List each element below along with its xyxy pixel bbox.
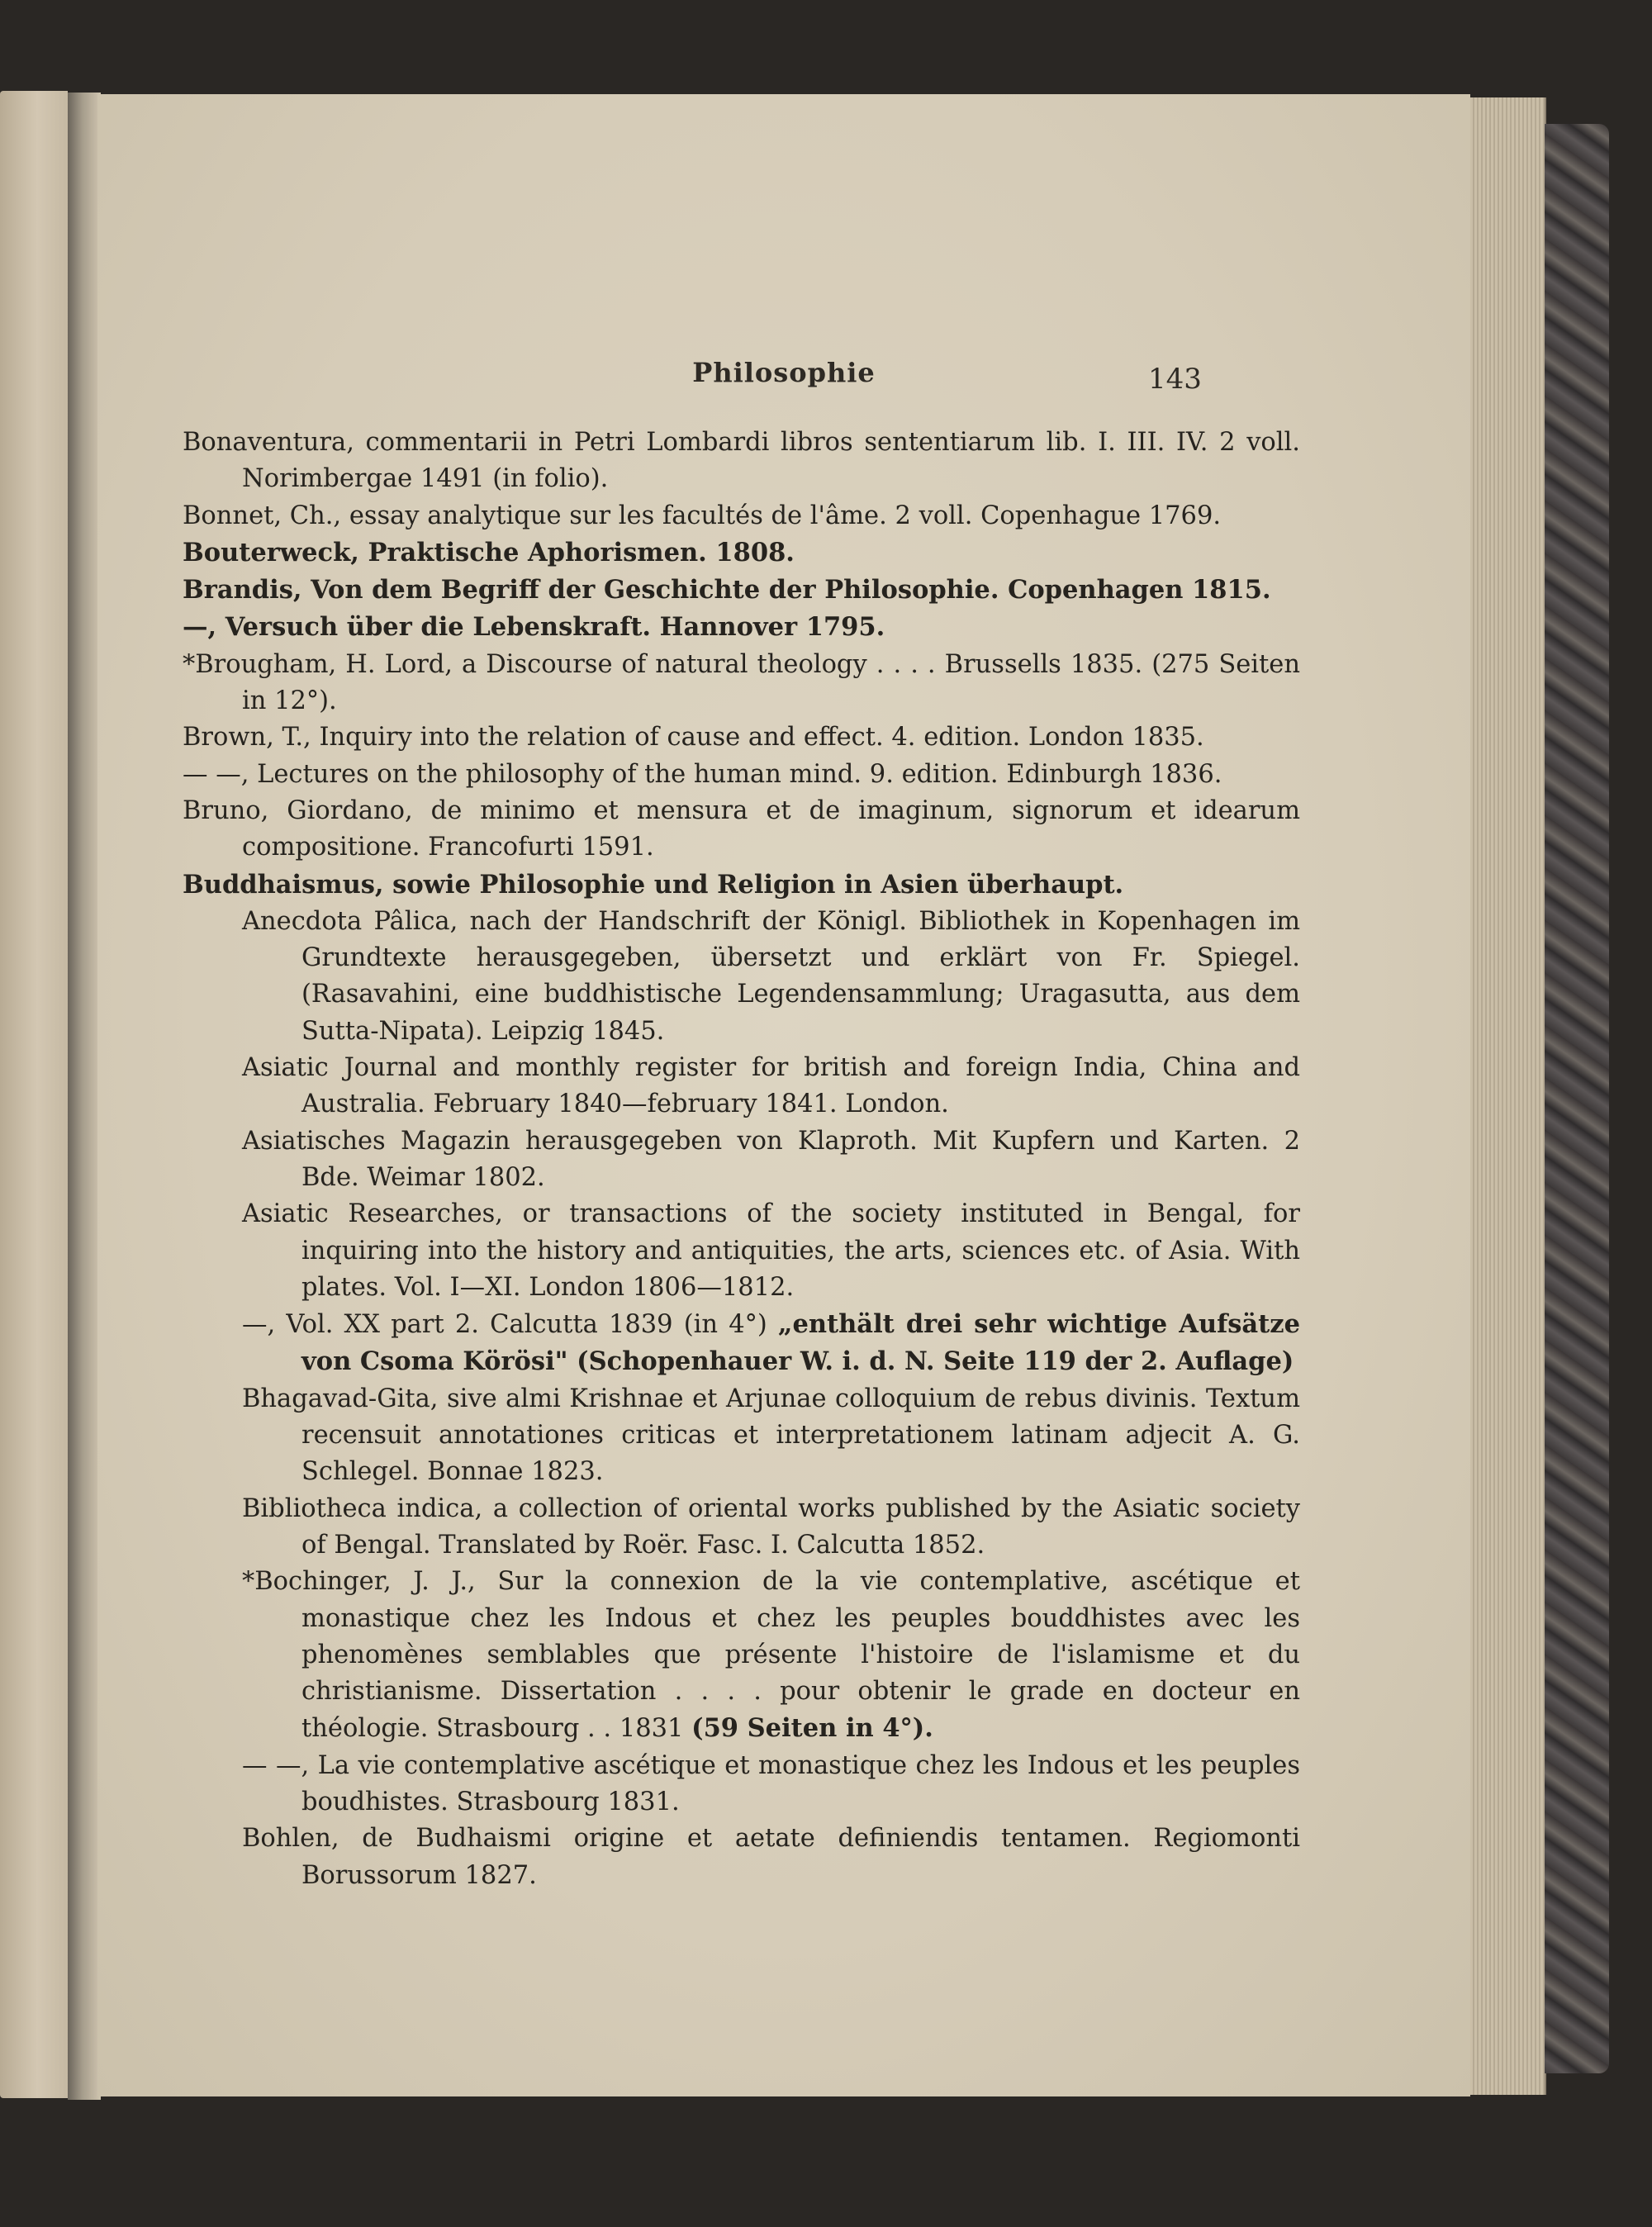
- entry-text: Brandis, Von dem Begriff der Geschichte der Philosophie. Copenhagen 1815.: [183, 575, 1271, 605]
- bibliography-entry: [242, 1050, 1300, 1123]
- entry-annotation: (59 Seiten in 4°).: [691, 1713, 933, 1744]
- entry-text: Bruno, Giordano, de minimo et mensura et de imaginum, signorum et idearum compositione. Francofurti 1591.: [183, 795, 1300, 862]
- entry-annotation: „enthält drei sehr wichtige Aufsätze von Csoma Körösi" (Schopenhauer W. i. d. N. Seite 119 der 2. Auflage): [301, 1309, 1300, 1377]
- entry-text: — —, La vie contemplative ascétique et monastique chez les Indous et les peuples boudhistes. Strasbourg 1831.: [242, 1750, 1300, 1816]
- entry-text: — —, Lectures on the philosophy of the human mind. 9. edition. Edinburgh 1836.: [183, 759, 1222, 789]
- entry-text: Bohlen, de Budhaismi origine et aetate definiendis tentamen. Regiomonti Borussorum 1827.: [242, 1824, 1300, 1890]
- bibliography-entry: [183, 572, 1300, 609]
- bibliography-list: [183, 425, 1300, 1894]
- entry-text: —, Vol. XX part 2. Calcutta 1839 (in 4°): [242, 1310, 778, 1340]
- bibliography-entry: [183, 425, 1300, 498]
- entry-text: *Bochinger, J. J., Sur la connexion de la vie contemplative, ascétique et monastique chez les Indous et chez les peuples bouddhistes avec les phenomènes semblables que présente l'histoire de l'islamisme et du christianisme. Dissertation . . . . pour obtenir le grade en docteur en théologie. Strasbourg . . 1831: [242, 1567, 1300, 1744]
- bibliography-entry: [183, 647, 1300, 720]
- section-heading: [183, 867, 1300, 904]
- bibliography-entry: [242, 1381, 1300, 1491]
- book-gutter: [68, 93, 101, 2100]
- book-page: [97, 94, 1470, 2096]
- bibliography-entry: [242, 1196, 1300, 1306]
- entry-text: Bibliotheca indica, a collection of oriental works published by the Asiatic society of Bengal. Translated by Roër. Fasc. I. Calcutta 1852.: [242, 1493, 1300, 1560]
- entry-text: *Brougham, H. Lord, a Discourse of natural theology . . . . Brussells 1835. (275 Seiten in 12°).: [183, 649, 1300, 716]
- entry-text: Bhagavad-Gita, sive almi Krishnae et Arjunae colloquium de rebus divinis. Textum recensuit annotationes criticas et interpretationem latinam adjecit A. G. Schlegel. Bonnae 1823.: [242, 1384, 1300, 1487]
- bibliography-entry: [183, 498, 1300, 534]
- entry-text: Bonaventura, commentarii in Petri Lombardi libros sententiarum lib. I. III. IV. 2 voll. Norimbergae 1491 (in folio).: [183, 428, 1300, 494]
- entry-text: Asiatic Researches, or transactions of the society instituted in Bengal, for inquiring into the history and antiquities, the arts, sciences etc. of Asia. With plates. Vol. I—XI. London 1806—1812.: [242, 1199, 1300, 1302]
- bibliography-entry: [183, 719, 1300, 756]
- entry-text: Buddhaismus, sowie Philosophie und Religion in Asien überhaupt.: [183, 869, 1124, 900]
- entry-text: Asiatisches Magazin herausgegeben von Klaproth. Mit Kupfern und Karten. 2 Bde. Weimar 1802.: [242, 1126, 1300, 1192]
- entry-text: Brown, T., Inquiry into the relation of cause and effect. 4. edition. London 1835.: [183, 723, 1204, 753]
- left-page-edge: [0, 91, 68, 2098]
- bibliography-entry: [183, 534, 1300, 572]
- bibliography-entry: [242, 1821, 1300, 1894]
- running-header: Philosophie: [692, 357, 876, 388]
- bibliography-entry: [242, 904, 1300, 1050]
- bibliography-entry: [242, 1306, 1300, 1381]
- bibliography-entry: [183, 757, 1300, 793]
- bibliography-entry: [242, 1123, 1300, 1197]
- marbled-cover-edge: [1545, 124, 1609, 2073]
- entry-text: —, Versuch über die Lebenskraft. Hannover 1795.: [183, 612, 885, 643]
- entry-text: Bouterweck, Praktische Aphorismen. 1808.: [183, 537, 795, 567]
- page-number: 143: [1148, 363, 1202, 396]
- page-edges: [1470, 97, 1546, 2095]
- entry-text: Asiatic Journal and monthly register for british and foreign India, China and Australia. February 1840—february 1841. London.: [242, 1053, 1300, 1119]
- entry-text: Bonnet, Ch., essay analytique sur les facultés de l'âme. 2 voll. Copenhague 1769.: [183, 501, 1222, 530]
- bibliography-entry: [242, 1748, 1300, 1821]
- entry-text: Anecdota Pâlica, nach der Handschrift der Königl. Bibliothek in Kopenhagen im Grundtexte herausgegeben, übersetzt und erklärt von Fr. Spiegel. (Rasavahini, eine buddhistische Legendensammlung; Uragasutta, aus dem Sutta-Nipata). Leipzig 1845.: [242, 906, 1300, 1046]
- bibliography-entry: [242, 1491, 1300, 1565]
- bibliography-entry: [242, 1564, 1300, 1747]
- bibliography-entry: [183, 793, 1300, 867]
- bibliography-entry: [183, 609, 1300, 646]
